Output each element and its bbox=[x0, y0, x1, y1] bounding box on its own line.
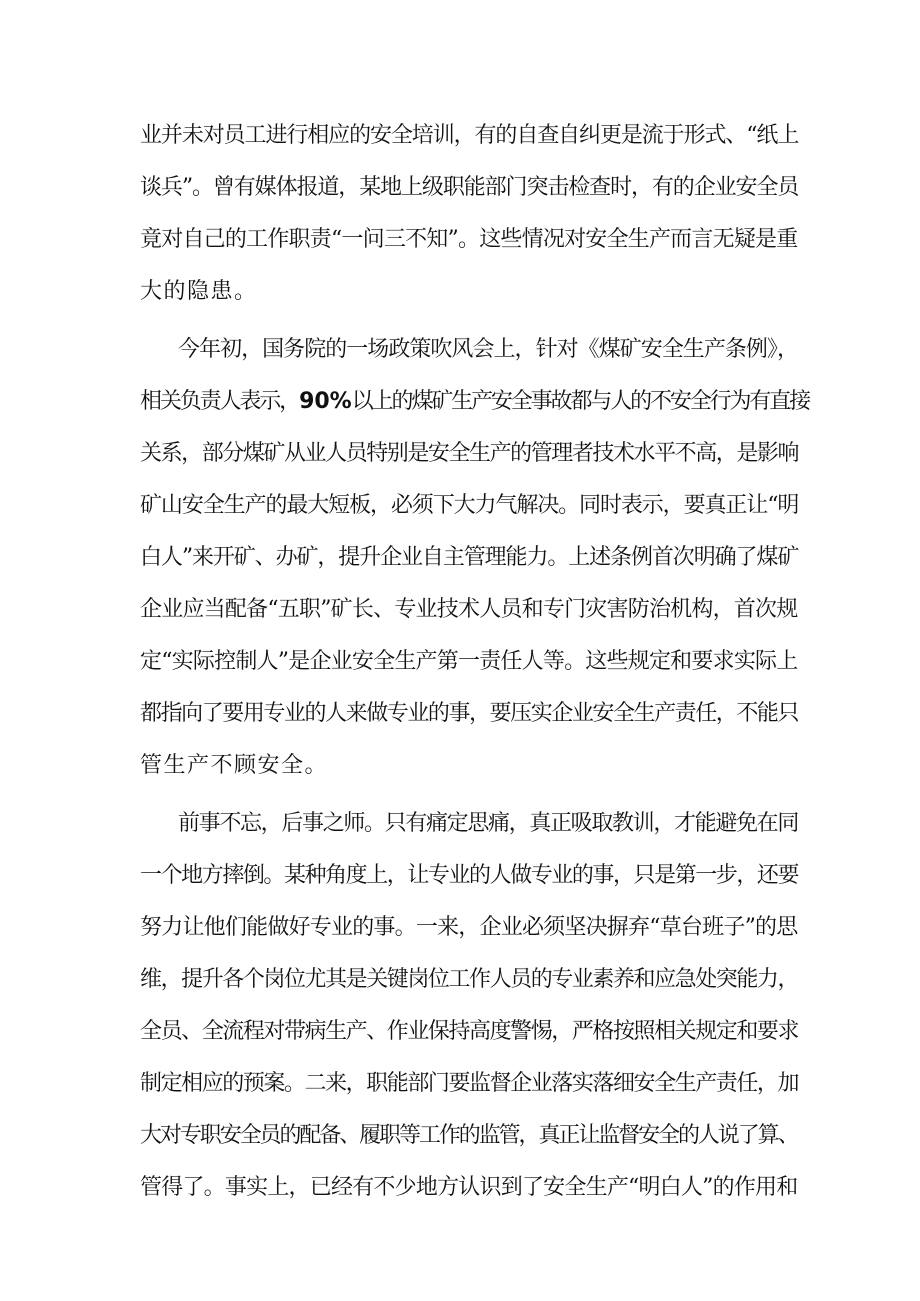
paragraph-2-line-2-start: 相关负责人表示， bbox=[140, 389, 300, 414]
paragraph-2-line-6: 企业应当配备“五职”矿长、专业技术人员和专门灾害防治机构，首次规 bbox=[140, 597, 798, 622]
paragraph-2-line-3: 关系，部分煤矿从业人员特别是安全生产的管理者技术水平不高，是影响 bbox=[140, 441, 799, 466]
paragraph-2-line-2-end: 以上的煤矿生产安全事故都与人的不安全行为有直接 bbox=[351, 389, 810, 414]
paragraph-3-line-6: 制定相应的预案。二来，职能部门要监督企业落实落细安全生产责任，加 bbox=[140, 1071, 799, 1096]
paragraph-2-line-9: 管生产不顾安全。 bbox=[140, 753, 329, 778]
paragraph-2-line-2 bbox=[140, 387, 809, 417]
paragraph-3-line-8: 管得了。事实上，已经有不少地方认识到了安全生产“明白人”的作用和 bbox=[140, 1175, 798, 1200]
paragraph-2-line-7: 定“实际控制人”是企业安全生产第一责任人等。这些规定和要求实际上 bbox=[140, 649, 798, 674]
paragraph-3-line-1: 前事不忘，后事之师。只有痛定思痛，真正吸取教训，才能避免在同 bbox=[178, 811, 799, 836]
paragraph-1-line-3: 竟对自己的工作职责“一问三不知”。这些情况对安全生产而言无疑是重 bbox=[140, 227, 798, 252]
paragraph-3-line-5: 全员、全流程对带病生产、作业保持高度警惕，严格按照相关规定和要求 bbox=[140, 1019, 799, 1044]
paragraph-1-line-4: 大的隐患。 bbox=[140, 279, 258, 304]
paragraph-2-line-1: 今年初，国务院的一场政策吹风会上，针对《煤矿安全生产条例》， bbox=[178, 337, 799, 362]
percentage-value: 90% bbox=[299, 389, 352, 414]
paragraph-3-line-7: 大对专职安全员的配备、履职等工作的监管，真正让监督安全的人说了算、 bbox=[140, 1123, 798, 1148]
paragraph-3-line-4: 维，提升各个岗位尤其是关键岗位工作人员的专业素养和应急处突能力， bbox=[140, 967, 799, 992]
paragraph-3-line-3: 努力让他们能做好专业的事。一来，企业必须坚决摒弃“草台班子”的思 bbox=[140, 915, 798, 940]
paragraph-1-line-1: 业并未对员工进行相应的安全培训，有的自查自纠更是流于形式、“纸上 bbox=[140, 123, 799, 148]
paragraph-1-line-2: 谈兵”。曾有媒体报道，某地上级职能部门突击检查时，有的企业安全员 bbox=[140, 175, 799, 200]
paragraph-3-line-2: 一个地方摔倒。某种角度上，让专业的人做专业的事，只是第一步，还要 bbox=[140, 863, 799, 888]
paragraph-2-line-4: 矿山安全生产的最大短板，必须下大力气解决。同时表示，要真正让“明 bbox=[140, 493, 799, 518]
paragraph-2-line-8: 都指向了要用专业的人来做专业的事，要压实企业安全生产责任，不能只 bbox=[140, 701, 799, 726]
paragraph-2-line-5: 白人”来开矿、办矿，提升企业自主管理能力。上述条例首次明确了煤矿 bbox=[140, 545, 799, 570]
